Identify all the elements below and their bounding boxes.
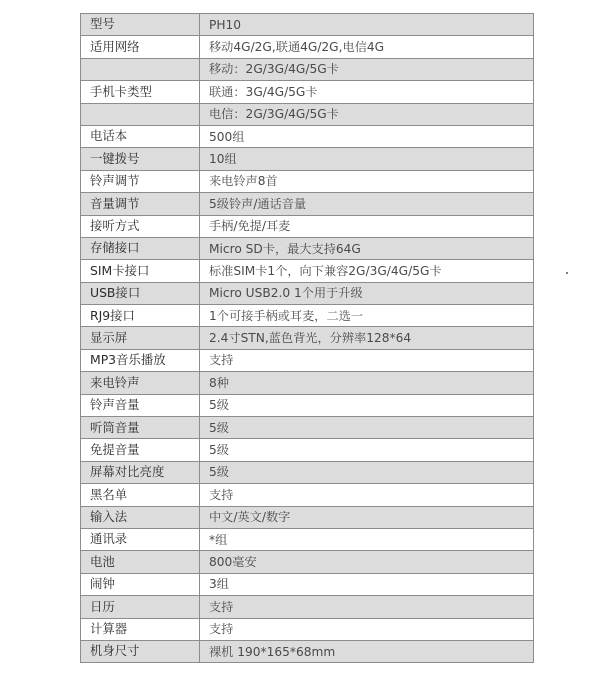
spec-value: 移动：2G/3G/4G/5G卡 — [200, 58, 534, 80]
spec-label: 免提音量 — [81, 439, 200, 461]
spec-table — [80, 13, 534, 663]
spec-row — [81, 81, 534, 103]
spec-table-body — [81, 14, 534, 663]
spec-label: 通讯录 — [81, 528, 200, 550]
spec-row — [81, 551, 534, 573]
spec-label: 音量调节 — [81, 193, 200, 215]
spec-label: 电话本 — [81, 125, 200, 147]
spec-label: 手机卡类型 — [81, 81, 200, 103]
spec-value: 标准SIM卡1个，向下兼容2G/3G/4G/5G卡 — [200, 260, 534, 282]
spec-row — [81, 484, 534, 506]
spec-label: 闹钟 — [81, 573, 200, 595]
spec-label — [81, 58, 200, 80]
spec-label: 机身尺寸 — [81, 640, 200, 662]
spec-value: 5级 — [200, 461, 534, 483]
spec-value: 手柄/免提/耳麦 — [200, 215, 534, 237]
spec-value: 5级 — [200, 417, 534, 439]
spec-row — [81, 14, 534, 36]
spec-value: 5级 — [200, 394, 534, 416]
spec-value: 8种 — [200, 372, 534, 394]
spec-row — [81, 305, 534, 327]
spec-label: USB接口 — [81, 282, 200, 304]
spec-value: 10组 — [200, 148, 534, 170]
spec-label: 存储接口 — [81, 237, 200, 259]
spec-label: 铃声音量 — [81, 394, 200, 416]
spec-label: 日历 — [81, 596, 200, 618]
spec-label: 一键拨号 — [81, 148, 200, 170]
spec-value: 1个可接手柄或耳麦，二选一 — [200, 305, 534, 327]
spec-value: *组 — [200, 528, 534, 550]
spec-label: 型号 — [81, 14, 200, 36]
spec-value: Micro SD卡，最大支持64G — [200, 237, 534, 259]
spec-value: 支持 — [200, 484, 534, 506]
spec-row — [81, 260, 534, 282]
spec-row — [81, 282, 534, 304]
spec-row — [81, 349, 534, 371]
spec-value: 500组 — [200, 125, 534, 147]
spec-label: RJ9接口 — [81, 305, 200, 327]
spec-row — [81, 237, 534, 259]
spec-label: 计算器 — [81, 618, 200, 640]
spec-row — [81, 36, 534, 58]
spec-row — [81, 596, 534, 618]
spec-value: 3组 — [200, 573, 534, 595]
spec-row — [81, 193, 534, 215]
spec-value: 800毫安 — [200, 551, 534, 573]
spec-row — [81, 618, 534, 640]
spec-value: 5级铃声/通话音量 — [200, 193, 534, 215]
spec-row — [81, 170, 534, 192]
spec-value: 移动4G/2G,联通4G/2G,电信4G — [200, 36, 534, 58]
spec-value: 中文/英文/数字 — [200, 506, 534, 528]
spec-value: 5级 — [200, 439, 534, 461]
spec-value: 支持 — [200, 349, 534, 371]
spec-row — [81, 215, 534, 237]
spec-label: 铃声调节 — [81, 170, 200, 192]
spec-row — [81, 103, 534, 125]
spec-label: 听筒音量 — [81, 417, 200, 439]
spec-row — [81, 573, 534, 595]
spec-label: 输入法 — [81, 506, 200, 528]
spec-label: 黑名单 — [81, 484, 200, 506]
spec-label: MP3音乐播放 — [81, 349, 200, 371]
spec-row — [81, 58, 534, 80]
spec-label — [81, 103, 200, 125]
spec-row — [81, 394, 534, 416]
spec-label: 接听方式 — [81, 215, 200, 237]
spec-row — [81, 528, 534, 550]
spec-value: 支持 — [200, 618, 534, 640]
spec-label: 屏幕对比亮度 — [81, 461, 200, 483]
spec-row — [81, 148, 534, 170]
spec-row — [81, 125, 534, 147]
spec-row — [81, 640, 534, 662]
spec-label: 来电铃声 — [81, 372, 200, 394]
spec-value: 2.4寸STN,蓝色背光，分辨率128*64 — [200, 327, 534, 349]
spec-label: 适用网络 — [81, 36, 200, 58]
spec-label: 显示屏 — [81, 327, 200, 349]
stray-dot — [566, 272, 568, 274]
spec-row — [81, 461, 534, 483]
spec-label: SIM卡接口 — [81, 260, 200, 282]
spec-value: 裸机 190*165*68mm — [200, 640, 534, 662]
spec-value: Micro USB2.0 1个用于升级 — [200, 282, 534, 304]
spec-row — [81, 439, 534, 461]
spec-value: 电信：2G/3G/4G/5G卡 — [200, 103, 534, 125]
spec-value: 来电铃声8首 — [200, 170, 534, 192]
spec-label: 电池 — [81, 551, 200, 573]
spec-value: 联通：3G/4G/5G卡 — [200, 81, 534, 103]
spec-row — [81, 506, 534, 528]
spec-row — [81, 417, 534, 439]
spec-value: 支持 — [200, 596, 534, 618]
spec-row — [81, 372, 534, 394]
spec-row — [81, 327, 534, 349]
spec-value: PH10 — [200, 14, 534, 36]
